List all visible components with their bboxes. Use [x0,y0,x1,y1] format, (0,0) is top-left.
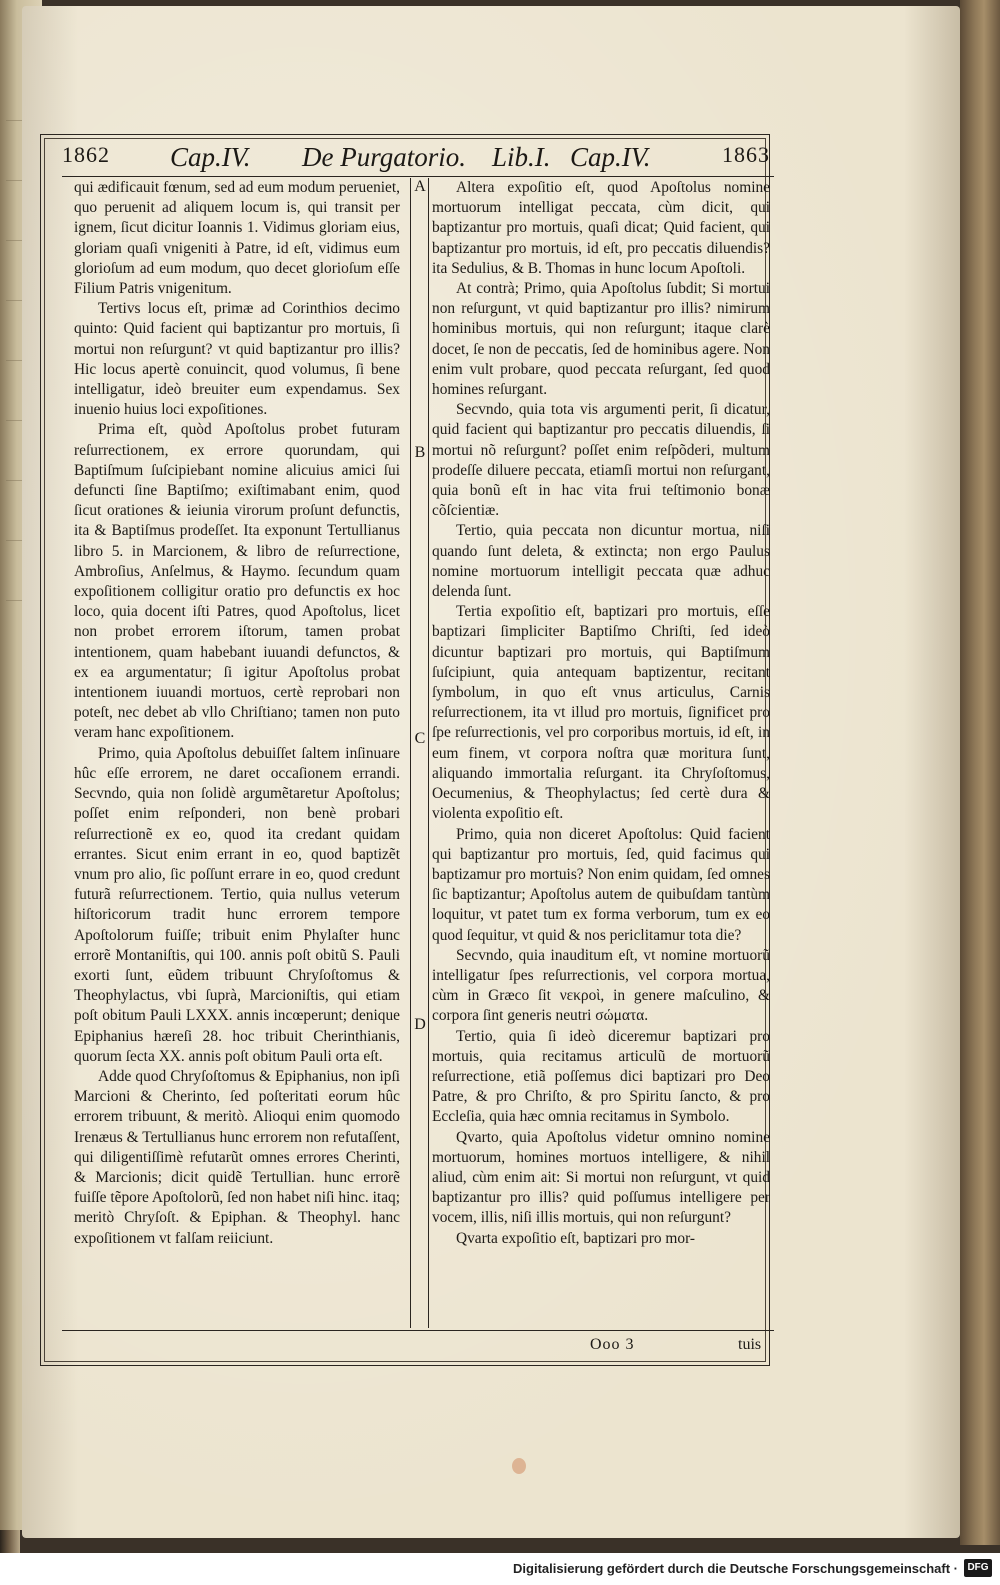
paragraph: Secvndo, quia inauditum eſt, vt nomine mortuorũ intelligatur ſpes reſurrectionis, vel corpora mortua, cùm in Græco ſit νεκροὶ, in genere maſculino, & corpora ſint generis neutri σώματα. [432,946,770,1025]
paragraph: Tertivs locus eſt, primæ ad Corinthios decimo quinto: Quid facient qui baptizantur pro mortuis, ſi mortui non reſurgunt? vt quid baptizantur pro illis? Hic locus apertè conuincit, quod volumus, ſi bene intelligatur, ideò breuiter eum expendamus. Sex inuenio huius loci expoſitiones. [74,300,400,419]
paragraph: Qvarto, quia Apoſtolus videtur omnino nomine mortuorum, homines mortuos intelligere, & nihil aliud, cùm enim ait: Si mortui non reſurgunt, vt quid baptizantur pro illis? quid poſſumus intelligere per vocem, illis, niſi illis mortuis, qui non reſurgunt? [432,1128,770,1227]
paragraph: Primo, quia non diceret Apoſtolus: Quid facient qui baptizantur pro mortuis, ſed, quid facimus qui baptizamur pro mortuis? Non enim quidam, ſed omnes ſic baptizantur; Apoſtolus autem de quibuſdam tantùm loquitur, vt patet tum ex forma verborum, tum ex eo quod ſequitur, vt quid & nos periclitamur tota die? [432,825,770,944]
running-head-subject: De Purgatorio. [302,142,466,172]
paragraph: Primo, quia Apoſtolus debuiſſet ſaltem inſinuare hûc eſſe errorem, ne daret occaſionem errandi. Secvndo, quia non ſolidè argumẽtaretur Apoſtolus; poſſet enim reſponderi, non benè probari reſurrectionẽ ex eo, quod ita credant quidam errantes. Sicut enim errant in eo, quod baptizẽt vnum pro alio, ſic poſſunt errare in eo, quod credunt futurã reſurrectionem. Tertio, quia nullus veterum hiſtoricorum tradit hunc errorem tempore Apoſtolorum fuiſſe; tribuit enim Phylaſter hunc errorẽ Montaniſtis, qui 100. annis poſt obitũ S. Pauli exorti ſunt, eũdem tribuunt Chryſoſtomus & Theophylactus, vbi ſuprà, Marcioniſtis, qui etiam poſt obitum Pauli LXXX. annis incœperunt; denique Epiphanius hæreſi 28. hoc tribuit Cherinthianis, quorum ſecta XX. annis poſt obitum Pauli orta eſt. [74,744,400,1065]
paragraph: Tertia expoſitio eſt, baptizari pro mortuis, eſſe baptizari ſimpliciter Baptiſmo Chriſti, ſed ideò dicuntur baptizari pro mortuis, qui Baptiſmum ſuſcipiunt, quia antequam baptizentur, recitant ſymbolum, in quo eſt vnus articulus, Carnis reſurrectionem, ita vt illud pro mortuis, ſignificet pro ſpe reſurrectionis, vel pro corporibus mortuis, id eſt, in eum finem, vt corpora noſtra quæ moritura ſunt, aliquando immortalia reſurgant. ita Chryſoſtomus, Oecumenius, & Theophylactus; ſed certè dura & violenta expoſitio eſt. [432,603,770,823]
left-column [74,178,400,1249]
column-rule-left [410,178,411,1328]
column-rule-right [428,178,429,1328]
paragraph: qui ædificauit fœnum, sed ad eum modum perueniet, quo peruenit ad aliquem locum is, qui transit per ignem, ſicut dicitur Ioannis 1. Vidimus gloriam eius, gloriam quaſi vnigeniti à Patre, id eſt, vidimus eum glorioſum ad eum modum, quo decet glorioſum eſſe Filium Patris vnigenitum. [74,179,400,298]
paragraph: Tertio, quia peccata non dicuntur mortua, niſi quando ſunt deleta, & extincta; non ergo Paulus nomine mortuorum intelligit peccata quæ adhuc delenda ſunt. [432,522,770,601]
paragraph: Prima eſt, quòd Apoſtolus probet futuram reſurrectionem, ex errore quorundam, qui Baptiſmum ſuſcipiebant nomine alicuius amici ſui defuncti ſine Baptiſmo; exiſtimabant enim, quod ſicut orationes & ieiunia virorum proſunt defunctis, ita & Baptiſmus prodeſſet. Ita exponunt Tertullianus libro 5. in Marcionem, & libro de reſurrectione, Ambroſius, Anſelmus, & Haymo. ſecundum quam expoſitionem colligitur oratio pro defunctis ex hoc loco, quia docent iſti Patres, quod Apoſtolus, licet non probet errorem iſtorum, tamen probat intentionem, quam habebant iuuandi defunctos, & ex ea argumentatur; ſi igitur Apoſtolus probat intentionem iuuandi mortuos, certè reprobari non poteſt, nec debet ab vllo Chriſtiano; tamen non puto veram hanc expoſitionem. [74,421,400,742]
header-rule [62,176,774,177]
page-number-right: 1863 [722,142,770,167]
funding-credit: Digitalisierung gefördert durch die Deutsche Forschungsgemeinschaft · [513,1561,958,1576]
paragraph: Qvarta expoſitio eſt, baptizari pro mor- [456,1229,696,1247]
catchword: tuis [738,1336,762,1353]
paragraph: At contrà; Primo, quia Apoſtolus ſubdit; Si mortui non reſurgunt, vt quid baptizantur pro illis? nimirum hominibus mortuis, qui non reſurgunt; itaque clarè docet, ſe non de peccatis, ſed de hominibus agere. Non enim vult probare, quod peccata reſurgant, ſed quod homines reſurgant. [432,280,770,399]
paragraph: Adde quod Chryſoſtomus & Epiphanius, non ipſi Marcioni & Cherinto, ſed poſteritati eorum hûc errorem tribuunt, & meritò. Alioqui enim quomodo Irenæus & Tertullianus hunc errorem non refutaſſent, qui diligentiſſimè refutarũt omnes errores Cherinti, & Marcionis; dicit quidẽ Tertullian. hunc errorẽ fuiſſe tẽpore Apoſtolorũ, ſed non habet niſi hinc. itaq; meritò Chryſoſt. & Epiphan. & Theophyl. hanc expoſitionem vt falſam reiiciunt. [74,1067,400,1247]
paragraph: Altera expoſitio eſt, quod Apoſtolus nomine mortuorum intelligat peccata, cùm dicit, qui baptizantur pro mortuis, quaſi dicat; Quid facient, qui baptizantur pro mortuis, id eſt, pro peccatis diluendis? ita Sedulius, & B. Thomas in hunc locum Apoſtoli. [432,179,770,277]
signature-mark: Ooo 3 [590,1336,635,1353]
paper-stain [512,1458,526,1474]
margin-mark-a: A [414,178,426,195]
running-head-chapter-right: Cap.IV. [570,142,651,172]
paragraph: Tertio, quia ſi ideò diceremur baptizari pro mortuis, quia recitamus articulũ de mortuorũ reſurrectione, etiã poſſemus dici baptizari pro Deo Patre, & pro Chriſto, & pro Spiritu ſancto, & pro Eccleſia, quia hæc omnia recitamus in Symbolo. [432,1027,770,1126]
running-head-chapter-left: Cap.IV. [170,142,251,172]
dfg-logo-icon: DFG [964,1559,992,1577]
running-head-book: Lib.I. [492,142,551,172]
margin-mark-c: C [414,730,426,747]
page-edges [960,0,1000,1545]
margin-mark-d: D [414,1016,426,1033]
page-number-left: 1862 [62,142,110,167]
footer-rule [62,1330,774,1331]
paragraph: Secvndo, quia tota vis argumenti perit, ſi dicatur, quid facient qui baptizantur pro peccatis diluendis, ſi mortui nõ reſurgunt? poſſet enim reſpõderi, multum prodeſſe diluere peccata, etiamſi mortui non reſurgant, quia bonũ eſt in hac vita frui teſtimonio bonæ cõſcientiæ. [432,401,770,520]
margin-mark-b: B [414,444,426,461]
right-column [432,178,770,1249]
